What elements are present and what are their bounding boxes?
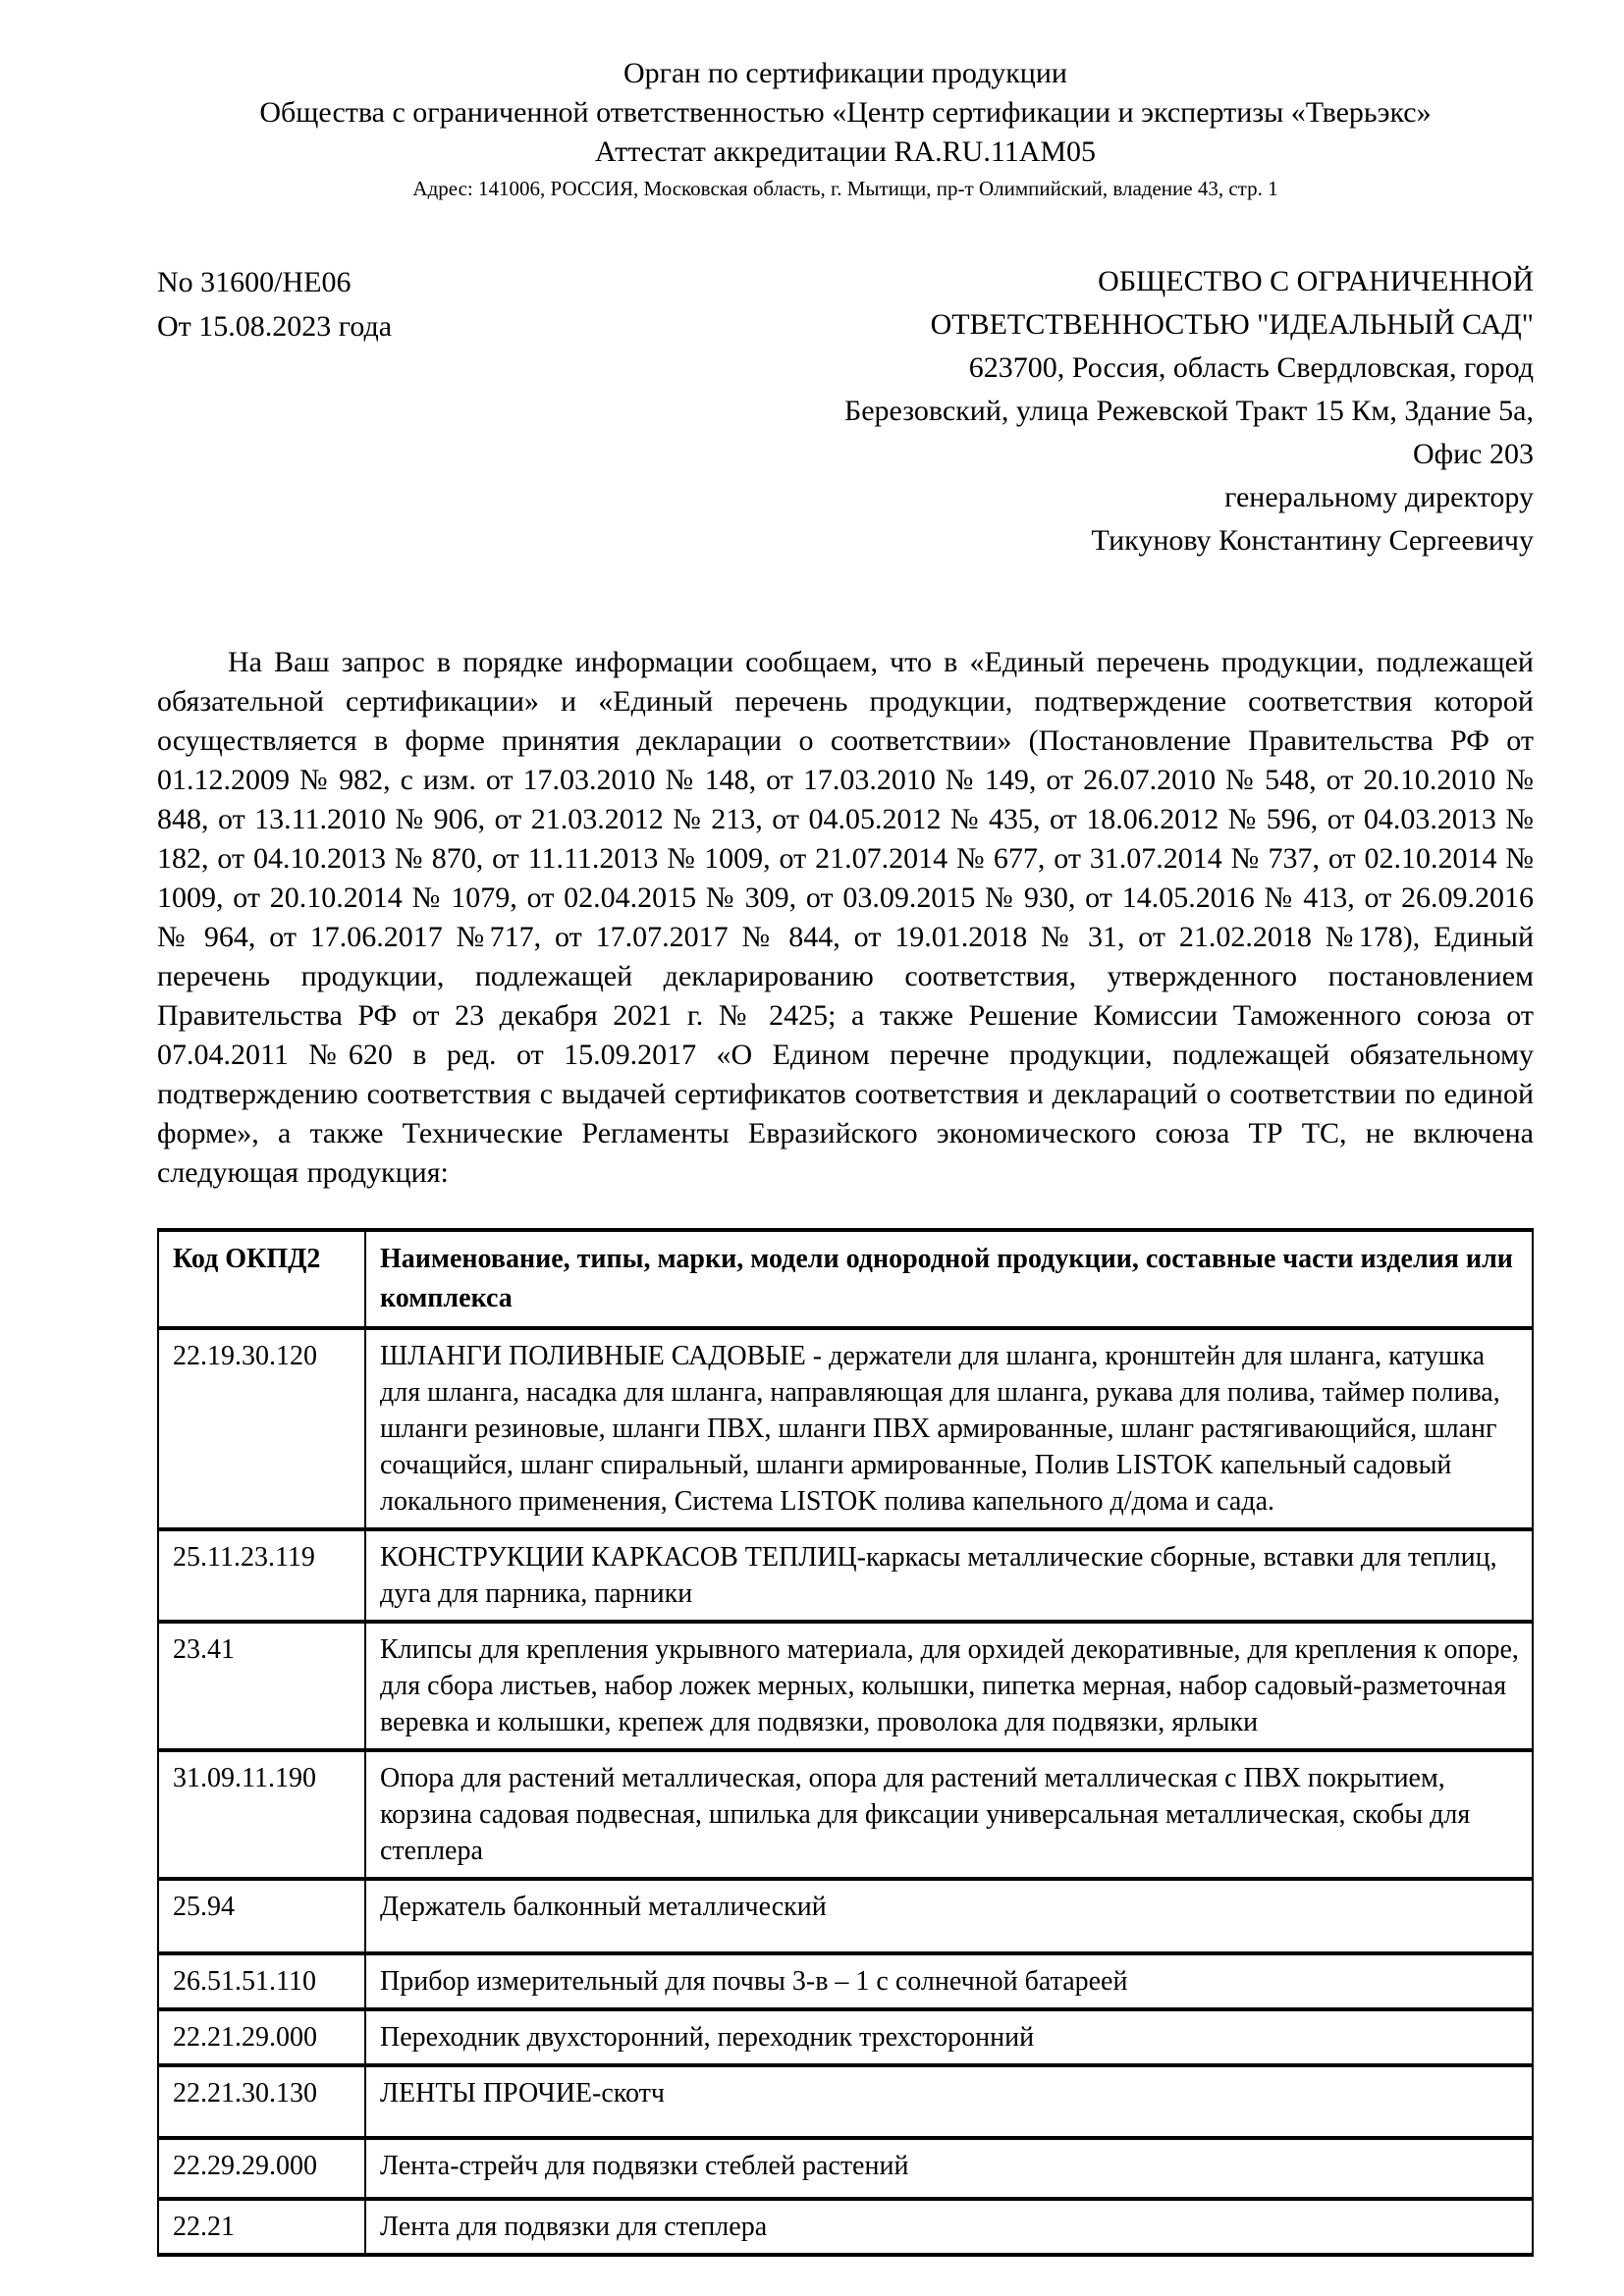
table-row [158, 2009, 1533, 2065]
cell-desc: Клипсы для крепления укрывного материала, для орхидей декоративные, для крепления к опоре, для сбора листьев, набор ложек мерных, колышки, пипетка мерная, набор садовый-разметочная веревка и колышки, крепеж для подвязки, проволока для подвязки, ярлыки [365, 1622, 1533, 1750]
cell-desc: Держатель балконный металлический [365, 1879, 1533, 1953]
table-header-row [158, 1230, 1533, 1328]
cell-desc: Лента для подвязки для степлера [365, 2199, 1533, 2255]
cell-code: 22.21.30.130 [158, 2065, 365, 2138]
column-header-name: Наименование, типы, марки, модели однородной продукции, составные части изделия или комплекса [365, 1230, 1533, 1328]
recipient-line: ОБЩЕСТВО С ОГРАНИЧЕННОЙ [1098, 265, 1534, 297]
letter-number: No 31600/НЕ06 [157, 266, 352, 298]
table-row [158, 2138, 1533, 2199]
recipient-line: Березовский, улица Режевской Тракт 15 Км, Здание 5а, [843, 395, 1534, 427]
cell-code: 31.09.11.190 [158, 1750, 365, 1879]
cell-code: 25.94 [158, 1879, 365, 1953]
cell-desc: ШЛАНГИ ПОЛИВНЫЕ САДОВЫЕ - держатели для шланга, кронштейн для шланга, катушка для шланга, насадка для шланга, направляющая для шланга, рукава для полива, таймер полива, шланги резиновые, шланги ПВХ, шланги ПВХ армированные, шланг растягивающийся, шланг сочащийся, шланг спиральный, шланги армированные, Полив LISTOK капельный садовый локального применения, Система LISTOK полива капельного д/дома и сада. [365, 1328, 1533, 1529]
cell-code: 23.41 [158, 1622, 365, 1750]
letterhead-address: Адрес: 141006, РОССИЯ, Московская область, г. Мытищи, пр-т Олимпийский, владение 43, стр. 1 [412, 177, 1278, 200]
cell-desc: Переходник двухсторонний, переходник трехсторонний [365, 2009, 1533, 2065]
recipient-line: Офис 203 [1413, 438, 1534, 470]
cell-code: 22.29.29.000 [158, 2138, 365, 2199]
letterhead-org-name: Общества с ограниченной ответственностью «Центр сертификации и экспертизы «Тверьэкс» [259, 96, 1432, 129]
letterhead [157, 54, 1534, 203]
column-header-code: Код ОКПД2 [158, 1230, 365, 1328]
cell-desc: Лента-стрейч для подвязки стеблей растений [365, 2138, 1533, 2199]
cell-code: 22.21.29.000 [158, 2009, 365, 2065]
table-row [158, 1750, 1533, 1879]
letterhead-org-type: Орган по сертификации продукции [623, 57, 1067, 89]
table-row [158, 1622, 1533, 1750]
table-row [158, 1529, 1533, 1622]
table-row [158, 2199, 1533, 2255]
reference-block [157, 260, 579, 562]
table-row [158, 1953, 1533, 2009]
recipient-block [579, 260, 1534, 562]
letterhead-accreditation: Аттестат аккредитации RA.RU.11АМ05 [594, 135, 1097, 168]
recipient-line: ОТВЕТСТВЕННОСТЬЮ "ИДЕАЛЬНЫЙ САД" [930, 308, 1534, 341]
reference-and-recipient [157, 260, 1534, 562]
recipient-line: Тикунову Константину Сергеевичу [1091, 524, 1534, 557]
products-table [157, 1228, 1534, 2257]
letter-date: От 15.08.2023 года [157, 310, 393, 343]
cell-code: 25.11.23.119 [158, 1529, 365, 1622]
cell-desc: Прибор измерительный для почвы 3-в – 1 с солнечной батареей [365, 1953, 1533, 2009]
cell-desc: КОНСТРУКЦИИ КАРКАСОВ ТЕПЛИЦ-каркасы металлические сборные, вставки для теплиц, дуга для парника, парники [365, 1529, 1533, 1622]
cell-desc: ЛЕНТЫ ПРОЧИЕ-скотч [365, 2065, 1533, 2138]
letter-body: На Ваш запрос в порядке информации сообщаем, что в «Единый перечень продукции, подлежащей обязательной сертификации» и «Единый перечень продукции, подтверждение соответствия которой осуществляется в форме принятия декларации о соответствии» (Постановление Правительства РФ от 01.12.2009 № 982, с изм. от 17.03.2010 № 148, от 17.03.2010 № 149, от 26.07.2010 № 548, от 20.10.2010 № 848, от 13.11.2010 № 906, от 21.03.2012 № 213, от 04.05.2012 № 435, от 18.06.2012 № 596, от 04.03.2013 № 182, от 04.10.2013 № 870, от 11.11.2013 № 1009, от 21.07.2014 № 677, от 31.07.2014 № 737, от 02.10.2014 № 1009, от 20.10.2014 № 1079, от 02.04.2015 № 309, от 03.09.2015 № 930, от 14.05.2016 № 413, от 26.09.2016 № 964, от 17.06.2017 №717, от 17.07.2017 № 844, от 19.01.2018 № 31, от 21.02.2018 №178), Единый перечень продукции, подлежащей декларированию соответствия, утвержденного постановлением Правительства РФ от 23 декабря 2021 г. № 2425; а также Решение Комиссии Таможенного союза от 07.04.2011 №620 в ред. от 15.09.2017 «О Едином перечне продукции, подлежащей обязательному подтверждению соответствия с выдачей сертификатов соответствия и деклараций о соответствии по единой форме», а также Технические Регламенты Евразийского экономического союза ТР ТС, не включена следующая продукция: [157, 646, 1534, 1189]
table-row [158, 1879, 1533, 1953]
cell-code: 22.19.30.120 [158, 1328, 365, 1529]
cell-desc: Опора для растений металлическая, опора для растений металлическая с ПВХ покрытием, корзина садовая подвесная, шпилька для фиксации универсальная металлическая, скобы для степлера [365, 1750, 1533, 1879]
table-row [158, 2065, 1533, 2138]
cell-code: 26.51.51.110 [158, 1953, 365, 2009]
table-row [158, 1328, 1533, 1529]
recipient-line: 623700, Россия, область Свердловская, город [968, 351, 1534, 384]
recipient-line: генеральному директору [1224, 481, 1534, 513]
cell-code: 22.21 [158, 2199, 365, 2255]
